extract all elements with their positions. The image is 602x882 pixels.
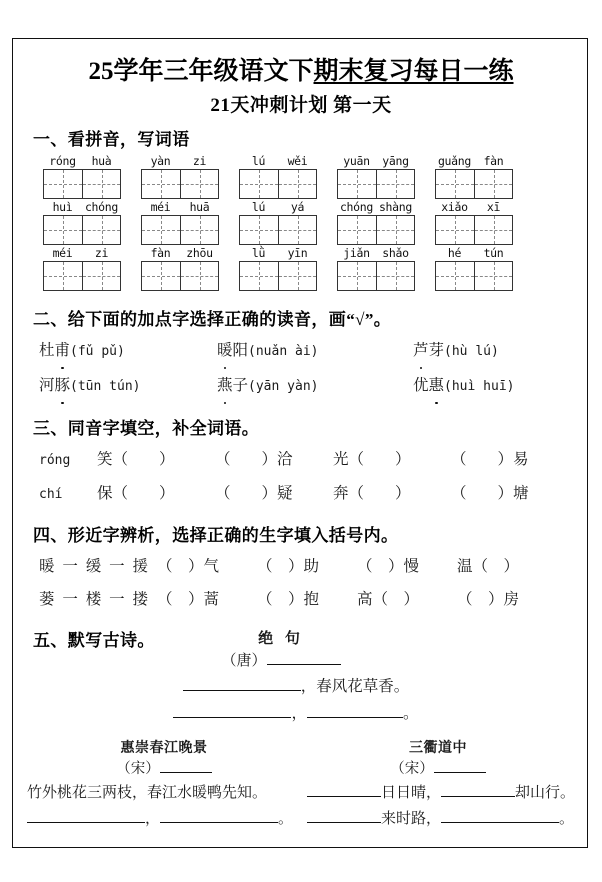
pinyin-label <box>435 200 513 215</box>
tianzige-box[interactable] <box>141 169 219 199</box>
homophone-blank-item[interactable]: （ ）洽 <box>215 451 293 468</box>
pinyin-syllable: lǜ <box>251 246 266 260</box>
homophone-row <box>39 443 575 477</box>
worksheet-page <box>12 38 588 848</box>
tianzige-cell[interactable] <box>436 170 474 198</box>
tianzige-cell[interactable] <box>44 216 82 244</box>
verse-text: ，春风花草香。 <box>300 678 410 695</box>
pronunciation-item[interactable] <box>379 369 575 404</box>
tianzige-box[interactable] <box>239 169 317 199</box>
pronunciation-item[interactable] <box>379 334 575 369</box>
similar-blank-item[interactable]: （ ）蒿 <box>157 591 220 608</box>
tianzige-cell[interactable] <box>180 170 218 198</box>
pinyin-word-item <box>435 200 513 245</box>
similar-blank-item[interactable]: 高（ ） <box>357 591 420 608</box>
tianzige-cell[interactable] <box>240 262 278 290</box>
tianzige-cell[interactable] <box>142 262 180 290</box>
tianzige-cell[interactable] <box>180 216 218 244</box>
pinyin-row <box>43 246 575 291</box>
poem-dynasty: （宋） <box>390 761 434 777</box>
poem-dynasty: （宋） <box>116 761 160 777</box>
verse-punct: 。 <box>278 811 294 827</box>
verse-punct: ， <box>145 811 161 827</box>
pinyin-word-item <box>435 154 513 199</box>
verse-blank[interactable] <box>27 808 145 823</box>
homophone-blank-item[interactable]: （ ）塘 <box>451 485 529 502</box>
pinyin-syllable: xī <box>486 200 501 214</box>
verse-blank[interactable] <box>173 703 291 718</box>
tianzige-cell[interactable] <box>142 170 180 198</box>
pinyin-options[interactable]: (huì huī) <box>444 379 515 394</box>
pinyin-word-item <box>141 246 219 291</box>
pinyin-label <box>43 154 121 169</box>
pinyin-word-item <box>141 200 219 245</box>
pinyin-syllable: róng <box>49 154 76 168</box>
tianzige-cell[interactable] <box>44 262 82 290</box>
pinyin-word-item <box>239 154 317 199</box>
pinyin-syllable: lú <box>251 154 266 168</box>
pinyin-syllable: huā <box>189 200 210 214</box>
verse-punct: 。 <box>403 705 419 722</box>
pinyin-syllable: zi <box>192 154 207 168</box>
verse-text: 日日晴， <box>381 785 442 801</box>
poem-title: 惠崇春江晚景 <box>120 741 208 756</box>
tianzige-cell[interactable] <box>474 262 512 290</box>
tianzige-cell[interactable] <box>338 170 376 198</box>
pinyin-syllable: tún <box>483 246 504 260</box>
verse-blank[interactable] <box>160 808 278 823</box>
tianzige-cell[interactable] <box>44 170 82 198</box>
poem-pair <box>27 739 575 832</box>
pronunciation-row <box>39 369 575 404</box>
tianzige-box[interactable] <box>337 215 415 245</box>
section-5-heading: 五、默写古诗。 <box>33 631 155 650</box>
tianzige-cell[interactable] <box>436 216 474 244</box>
pinyin-label <box>435 154 513 169</box>
worksheet-content <box>13 39 587 832</box>
tianzige-cell[interactable] <box>376 262 414 290</box>
similar-blank-item[interactable]: 温（ ） <box>457 558 520 575</box>
pinyin-syllable: méi <box>52 246 73 260</box>
tianzige-box[interactable] <box>239 215 317 245</box>
poem-author-line <box>27 758 301 780</box>
pinyin-grid-block <box>27 154 575 291</box>
poem-line <box>27 673 535 700</box>
verse-blank[interactable] <box>441 808 559 823</box>
verse-blank[interactable] <box>307 808 381 823</box>
pinyin-row <box>43 200 575 245</box>
tianzige-box[interactable] <box>337 169 415 199</box>
tianzige-box[interactable] <box>43 215 121 245</box>
tianzige-cell[interactable] <box>338 216 376 244</box>
pinyin-syllable: fàn <box>150 246 171 260</box>
pinyin-syllable: zhōu <box>186 246 213 260</box>
pronunciation-choice-block <box>27 334 575 404</box>
title-underlined-part: 期末复习每日一练 <box>313 58 514 85</box>
tianzige-box[interactable] <box>337 261 415 291</box>
similar-blank-item[interactable]: （ ）气 <box>157 558 220 575</box>
tianzige-cell[interactable] <box>82 262 120 290</box>
pinyin-word-item <box>239 200 317 245</box>
pinyin-syllable: yàn <box>150 154 171 168</box>
similar-blank-item[interactable]: （ ）抱 <box>257 591 320 608</box>
homophone-blank-item[interactable]: 光（ ） <box>333 451 411 468</box>
dotted-character: 芦 <box>413 334 429 368</box>
pinyin-label <box>43 246 121 261</box>
poem-sanqu <box>301 739 575 832</box>
homophone-blank-item[interactable]: （ ）易 <box>451 451 529 468</box>
homophone-blank-item[interactable]: 保（ ） <box>97 485 175 502</box>
pinyin-word-item <box>337 154 415 199</box>
verse-blank[interactable] <box>441 782 515 797</box>
poem-dynasty: （唐） <box>221 653 267 669</box>
pinyin-syllable: shàng <box>378 200 413 214</box>
pinyin-syllable: jiǎn <box>343 246 370 260</box>
dotted-character: 燕 <box>217 369 233 403</box>
tianzige-cell[interactable] <box>376 170 414 198</box>
homophone-blank-item[interactable]: 笑（ ） <box>97 451 175 468</box>
homophone-pinyin-key: chí <box>39 487 63 502</box>
pronunciation-item[interactable] <box>39 334 201 369</box>
poem-line <box>27 806 301 832</box>
similar-character-row <box>39 550 575 583</box>
homophone-blank-item[interactable]: 奔（ ） <box>333 485 411 502</box>
pinyin-syllable: yāng <box>382 154 409 168</box>
page-subtitle: 21天冲刺计划 第一天 <box>210 95 392 116</box>
pinyin-options[interactable]: (tūn tún) <box>70 379 141 394</box>
word-prefix: 河 <box>39 377 55 394</box>
poem-line <box>27 700 535 727</box>
pinyin-word-item <box>43 200 121 245</box>
verse-blank[interactable] <box>307 703 403 718</box>
section-3-heading: 三、同音字填空，补全词语。 <box>33 419 260 438</box>
pinyin-word-item <box>337 246 415 291</box>
tianzige-box[interactable] <box>435 261 513 291</box>
similar-blank-item[interactable]: （ ）慢 <box>357 558 420 575</box>
section-4-heading: 四、形近字辨析，选择正确的生字填入括号内。 <box>33 526 399 545</box>
pronunciation-item[interactable] <box>201 334 379 369</box>
tianzige-box[interactable] <box>43 169 121 199</box>
tianzige-box[interactable] <box>435 215 513 245</box>
pinyin-syllable: huà <box>91 154 112 168</box>
pinyin-options[interactable]: (nuǎn ài) <box>248 344 319 359</box>
poem-huichong <box>27 739 301 832</box>
pronunciation-row <box>39 334 575 369</box>
pinyin-row <box>43 154 575 199</box>
pinyin-options[interactable]: (yān yàn) <box>248 379 319 394</box>
pinyin-syllable: lú <box>251 200 266 214</box>
pinyin-label <box>239 246 317 261</box>
poem-line: 竹外桃花三两枝，春江水暖鸭先知。 <box>27 785 268 801</box>
tianzige-cell[interactable] <box>240 216 278 244</box>
author-blank[interactable] <box>434 758 486 773</box>
pinyin-label <box>337 200 415 215</box>
homophone-blank-item[interactable]: （ ）疑 <box>215 485 293 502</box>
pinyin-word-item <box>337 200 415 245</box>
pinyin-word-item <box>141 154 219 199</box>
similar-blank-item[interactable]: （ ）助 <box>257 558 320 575</box>
poem-line <box>301 780 575 806</box>
tianzige-cell[interactable] <box>142 216 180 244</box>
poem-author-line <box>27 649 535 673</box>
pinyin-syllable: wěi <box>287 154 308 168</box>
pinyin-label <box>239 200 317 215</box>
pinyin-syllable: zi <box>94 246 109 260</box>
word-suffix: 阳 <box>232 342 249 359</box>
tianzige-box[interactable] <box>141 261 219 291</box>
author-blank[interactable] <box>267 650 341 665</box>
section-1-heading: 一、看拼音，写词语 <box>33 130 190 149</box>
word-prefix: 优 <box>413 377 429 394</box>
poem-title: 三衢道中 <box>409 741 467 756</box>
verse-blank[interactable] <box>307 782 381 797</box>
pinyin-label <box>141 154 219 169</box>
pinyin-options[interactable]: (hù lú) <box>444 344 499 359</box>
tianzige-cell[interactable] <box>82 216 120 244</box>
tianzige-cell[interactable] <box>338 262 376 290</box>
pinyin-syllable: méi <box>150 200 171 214</box>
dotted-character: 豚 <box>55 369 71 403</box>
character-set-key: 暖 一 缓 一 援 <box>39 558 151 575</box>
poem-line <box>301 806 575 832</box>
tianzige-cell[interactable] <box>278 262 316 290</box>
tianzige-cell[interactable] <box>180 262 218 290</box>
similar-blank-item[interactable]: （ ）房 <box>457 591 520 608</box>
word-suffix: 芽 <box>428 342 445 359</box>
author-blank[interactable] <box>160 758 212 773</box>
pinyin-label <box>337 246 415 261</box>
dotted-character: 甫 <box>55 334 71 368</box>
similar-character-block <box>27 550 575 616</box>
pinyin-label <box>337 154 415 169</box>
tianzige-cell[interactable] <box>278 170 316 198</box>
pinyin-label <box>435 246 513 261</box>
word-suffix: 子 <box>232 377 249 394</box>
pinyin-syllable: guǎng <box>437 154 472 168</box>
pinyin-label <box>239 154 317 169</box>
homophone-block <box>27 443 575 511</box>
pinyin-word-item <box>43 154 121 199</box>
pinyin-word-item <box>43 246 121 291</box>
tianzige-box[interactable] <box>141 215 219 245</box>
dotted-character: 惠 <box>429 369 445 403</box>
verse-text: 来时路， <box>381 811 442 827</box>
tianzige-box[interactable] <box>435 169 513 199</box>
pinyin-label <box>43 200 121 215</box>
tianzige-cell[interactable] <box>376 216 414 244</box>
homophone-pinyin-key: róng <box>39 453 71 468</box>
tianzige-cell[interactable] <box>240 170 278 198</box>
pinyin-syllable: fàn <box>483 154 504 168</box>
dotted-character: 暖 <box>217 334 233 368</box>
tianzige-cell[interactable] <box>474 170 512 198</box>
verse-punct: ， <box>291 705 307 722</box>
pinyin-syllable: huì <box>52 200 73 214</box>
page-title <box>27 51 575 87</box>
pinyin-label <box>141 246 219 261</box>
pinyin-syllable: shǎo <box>382 246 409 260</box>
pinyin-syllable: chóng <box>84 200 119 214</box>
pronunciation-item[interactable] <box>39 369 201 404</box>
tianzige-cell[interactable] <box>82 170 120 198</box>
pinyin-syllable: chóng <box>339 200 374 214</box>
character-set-key: 蒌 一 楼 一 搂 <box>39 591 151 608</box>
verse-punct: 。 <box>559 811 575 827</box>
verse-blank[interactable] <box>183 676 301 691</box>
pinyin-label <box>141 200 219 215</box>
pinyin-word-item <box>239 246 317 291</box>
homophone-row <box>39 477 575 511</box>
verse-text: 却山行。 <box>515 785 576 801</box>
tianzige-cell[interactable] <box>436 262 474 290</box>
title-plain-part: 25学年三年级语文下 <box>88 58 314 85</box>
pronunciation-item[interactable] <box>201 369 379 404</box>
poem-title: 绝 句 <box>258 631 304 647</box>
pinyin-syllable: yá <box>290 200 305 214</box>
tianzige-box[interactable] <box>239 261 317 291</box>
pinyin-options[interactable]: (fǔ pǔ) <box>70 344 125 359</box>
similar-character-row <box>39 583 575 616</box>
pinyin-syllable: xiǎo <box>441 200 468 214</box>
word-prefix: 杜 <box>39 342 55 359</box>
section-2-heading: 二、给下面的加点字选择正确的读音，画“√”。 <box>33 310 392 329</box>
pinyin-syllable: yuān <box>343 154 370 168</box>
tianzige-cell[interactable] <box>474 216 512 244</box>
pinyin-syllable: yīn <box>287 246 308 260</box>
tianzige-box[interactable] <box>43 261 121 291</box>
tianzige-cell[interactable] <box>278 216 316 244</box>
pinyin-word-item <box>435 246 513 291</box>
poem-author-line <box>301 758 575 780</box>
pinyin-syllable: hé <box>447 246 462 260</box>
